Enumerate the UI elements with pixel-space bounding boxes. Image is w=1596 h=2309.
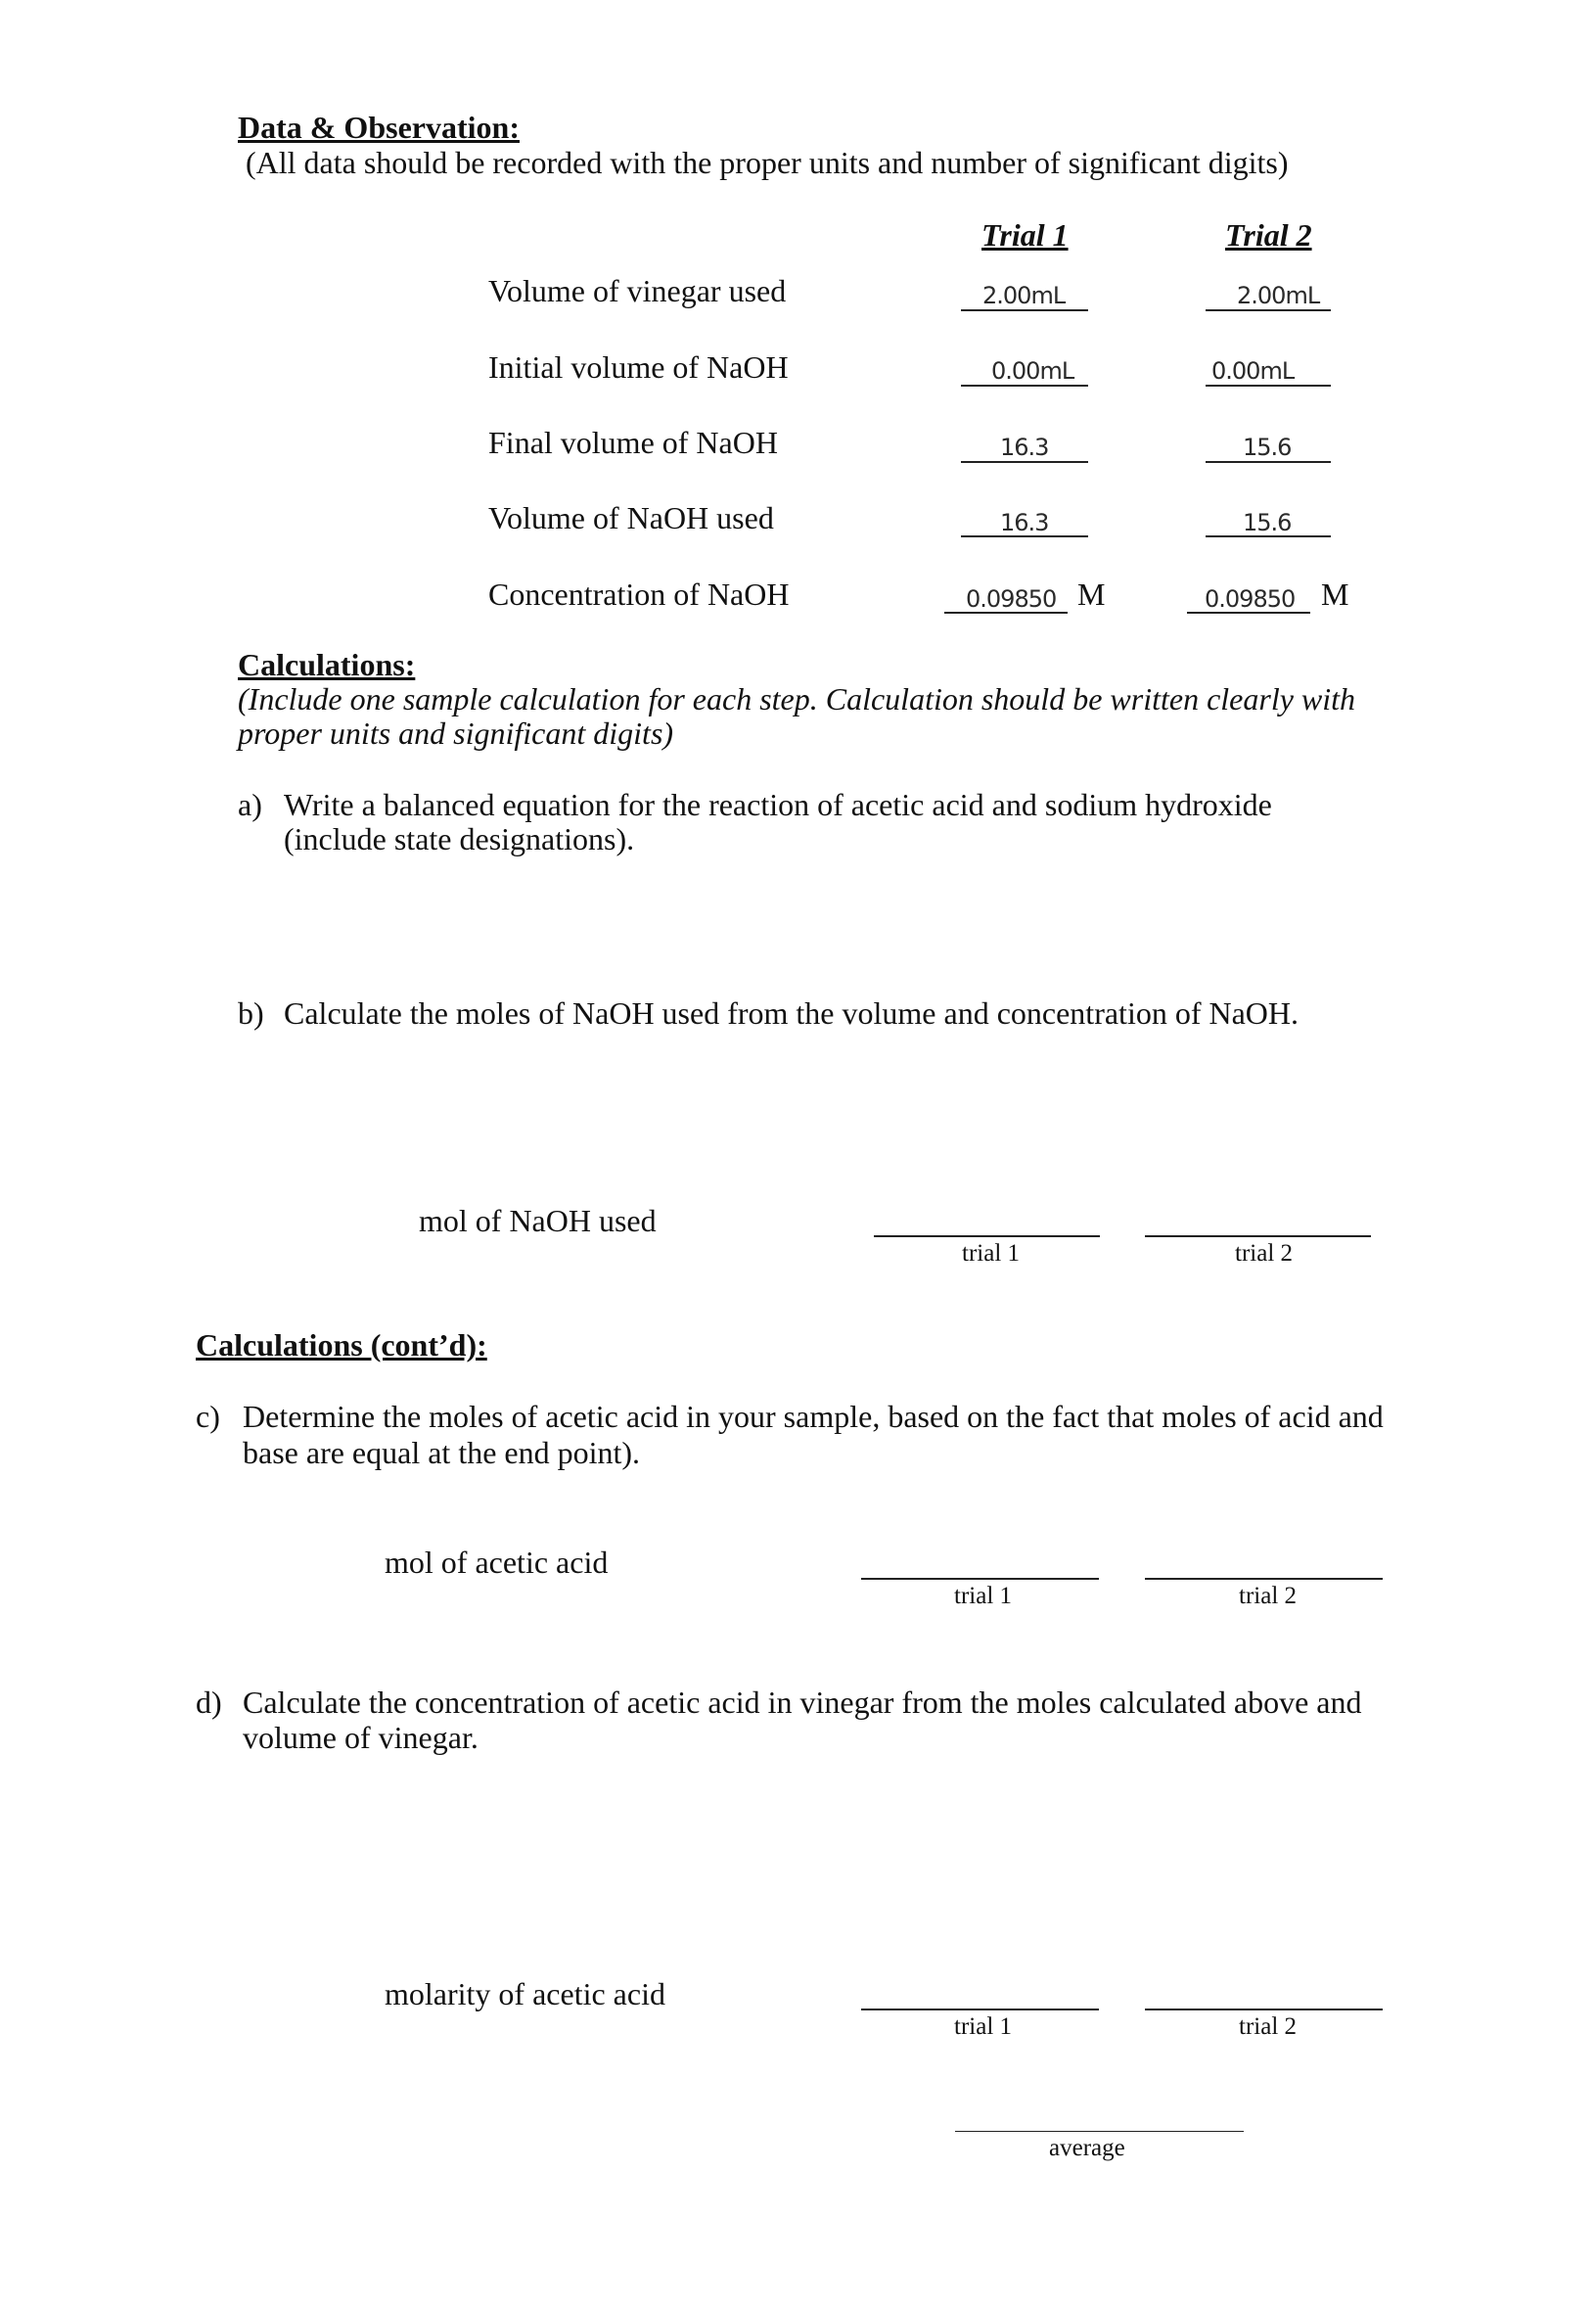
- trial1-answer-line: [961, 385, 1088, 387]
- question-a-line2: (include state designations).: [284, 821, 635, 856]
- row-label-vinegar-volume: Volume of vinegar used: [488, 273, 787, 308]
- calculations-note-line2: proper units and significant digits): [238, 716, 674, 751]
- average-caption: average: [1049, 2135, 1125, 2161]
- trial2-answer-line: [1206, 309, 1331, 311]
- question-d-line1: Calculate the concentration of acetic acid in vinegar from the moles calculated above and: [243, 1685, 1362, 1720]
- question-c-line2: base are equal at the end point).: [243, 1435, 641, 1470]
- calculations-contd-heading: Calculations (cont’d):: [196, 1327, 487, 1362]
- average-blank[interactable]: [955, 2131, 1244, 2132]
- trial1-final-naoh-value[interactable]: 16.3: [1000, 434, 1049, 461]
- mol-acetic-trial2-caption: trial 2: [1239, 1583, 1298, 1609]
- data-observation-heading: Data & Observation:: [238, 110, 520, 145]
- row-label-initial-naoh: Initial volume of NaOH: [488, 349, 789, 385]
- trial2-naoh-concentration-value[interactable]: 0.09850: [1205, 585, 1296, 613]
- mol-acetic-trial2-blank[interactable]: [1145, 1578, 1383, 1580]
- molarity-trial1-blank[interactable]: [861, 2009, 1099, 2010]
- question-c-marker: c): [196, 1399, 220, 1434]
- trial2-naoh-used-value[interactable]: 15.6: [1243, 509, 1292, 536]
- trial2-header: Trial 2: [1225, 217, 1312, 253]
- trial2-answer-line: [1206, 385, 1331, 387]
- mol-naoh-trial1-blank[interactable]: [874, 1235, 1100, 1237]
- trial2-final-naoh-value[interactable]: 15.6: [1243, 434, 1292, 461]
- trial1-vinegar-volume-value[interactable]: 2.00mL: [982, 282, 1066, 309]
- mol-naoh-trial1-caption: trial 1: [962, 1240, 1021, 1267]
- trial2-initial-naoh-value[interactable]: 0.00mL: [1211, 357, 1295, 385]
- trial1-unit-m: M: [1077, 577, 1106, 612]
- question-b-marker: b): [238, 995, 264, 1031]
- mol-acetic-trial1-blank[interactable]: [861, 1578, 1099, 1580]
- mol-acetic-trial1-caption: trial 1: [954, 1583, 1013, 1609]
- trial1-answer-line: [961, 309, 1088, 311]
- molarity-trial2-blank[interactable]: [1145, 2009, 1383, 2010]
- trial1-naoh-concentration-value[interactable]: 0.09850: [966, 585, 1057, 613]
- molarity-trial2-caption: trial 2: [1239, 2013, 1298, 2040]
- trial1-header: Trial 1: [981, 217, 1069, 253]
- question-a-line1: Write a balanced equation for the reaction of acetic acid and sodium hydroxide: [284, 787, 1272, 822]
- molarity-acetic-acid-label: molarity of acetic acid: [385, 1976, 665, 2011]
- mol-naoh-trial2-blank[interactable]: [1145, 1235, 1371, 1237]
- mol-naoh-trial2-caption: trial 2: [1235, 1240, 1294, 1267]
- calculations-note-line1: (Include one sample calculation for each step. Calculation should be written clearly with: [238, 681, 1356, 716]
- question-a-marker: a): [238, 787, 262, 822]
- data-note: (All data should be recorded with the proper units and number of significant digits): [246, 145, 1289, 180]
- row-label-final-naoh: Final volume of NaOH: [488, 425, 778, 460]
- trial2-unit-m: M: [1321, 577, 1349, 612]
- mol-naoh-used-label: mol of NaOH used: [419, 1203, 657, 1238]
- mol-acetic-acid-label: mol of acetic acid: [385, 1545, 609, 1580]
- trial1-naoh-used-value[interactable]: 16.3: [1000, 509, 1049, 536]
- question-b-text: Calculate the moles of NaOH used from the volume and concentration of NaOH.: [284, 995, 1300, 1031]
- row-label-naoh-concentration: Concentration of NaOH: [488, 577, 790, 612]
- question-d-marker: d): [196, 1685, 222, 1720]
- row-label-naoh-used: Volume of NaOH used: [488, 500, 774, 535]
- trial1-answer-line: [961, 461, 1088, 463]
- question-d-line2: volume of vinegar.: [243, 1720, 479, 1755]
- molarity-trial1-caption: trial 1: [954, 2013, 1013, 2040]
- trial2-answer-line: [1206, 461, 1331, 463]
- trial1-initial-naoh-value[interactable]: 0.00mL: [991, 357, 1074, 385]
- calculations-heading: Calculations:: [238, 647, 416, 682]
- question-c-line1: Determine the moles of acetic acid in your sample, based on the fact that moles of acid and: [243, 1399, 1384, 1434]
- trial2-vinegar-volume-value[interactable]: 2.00mL: [1237, 282, 1320, 309]
